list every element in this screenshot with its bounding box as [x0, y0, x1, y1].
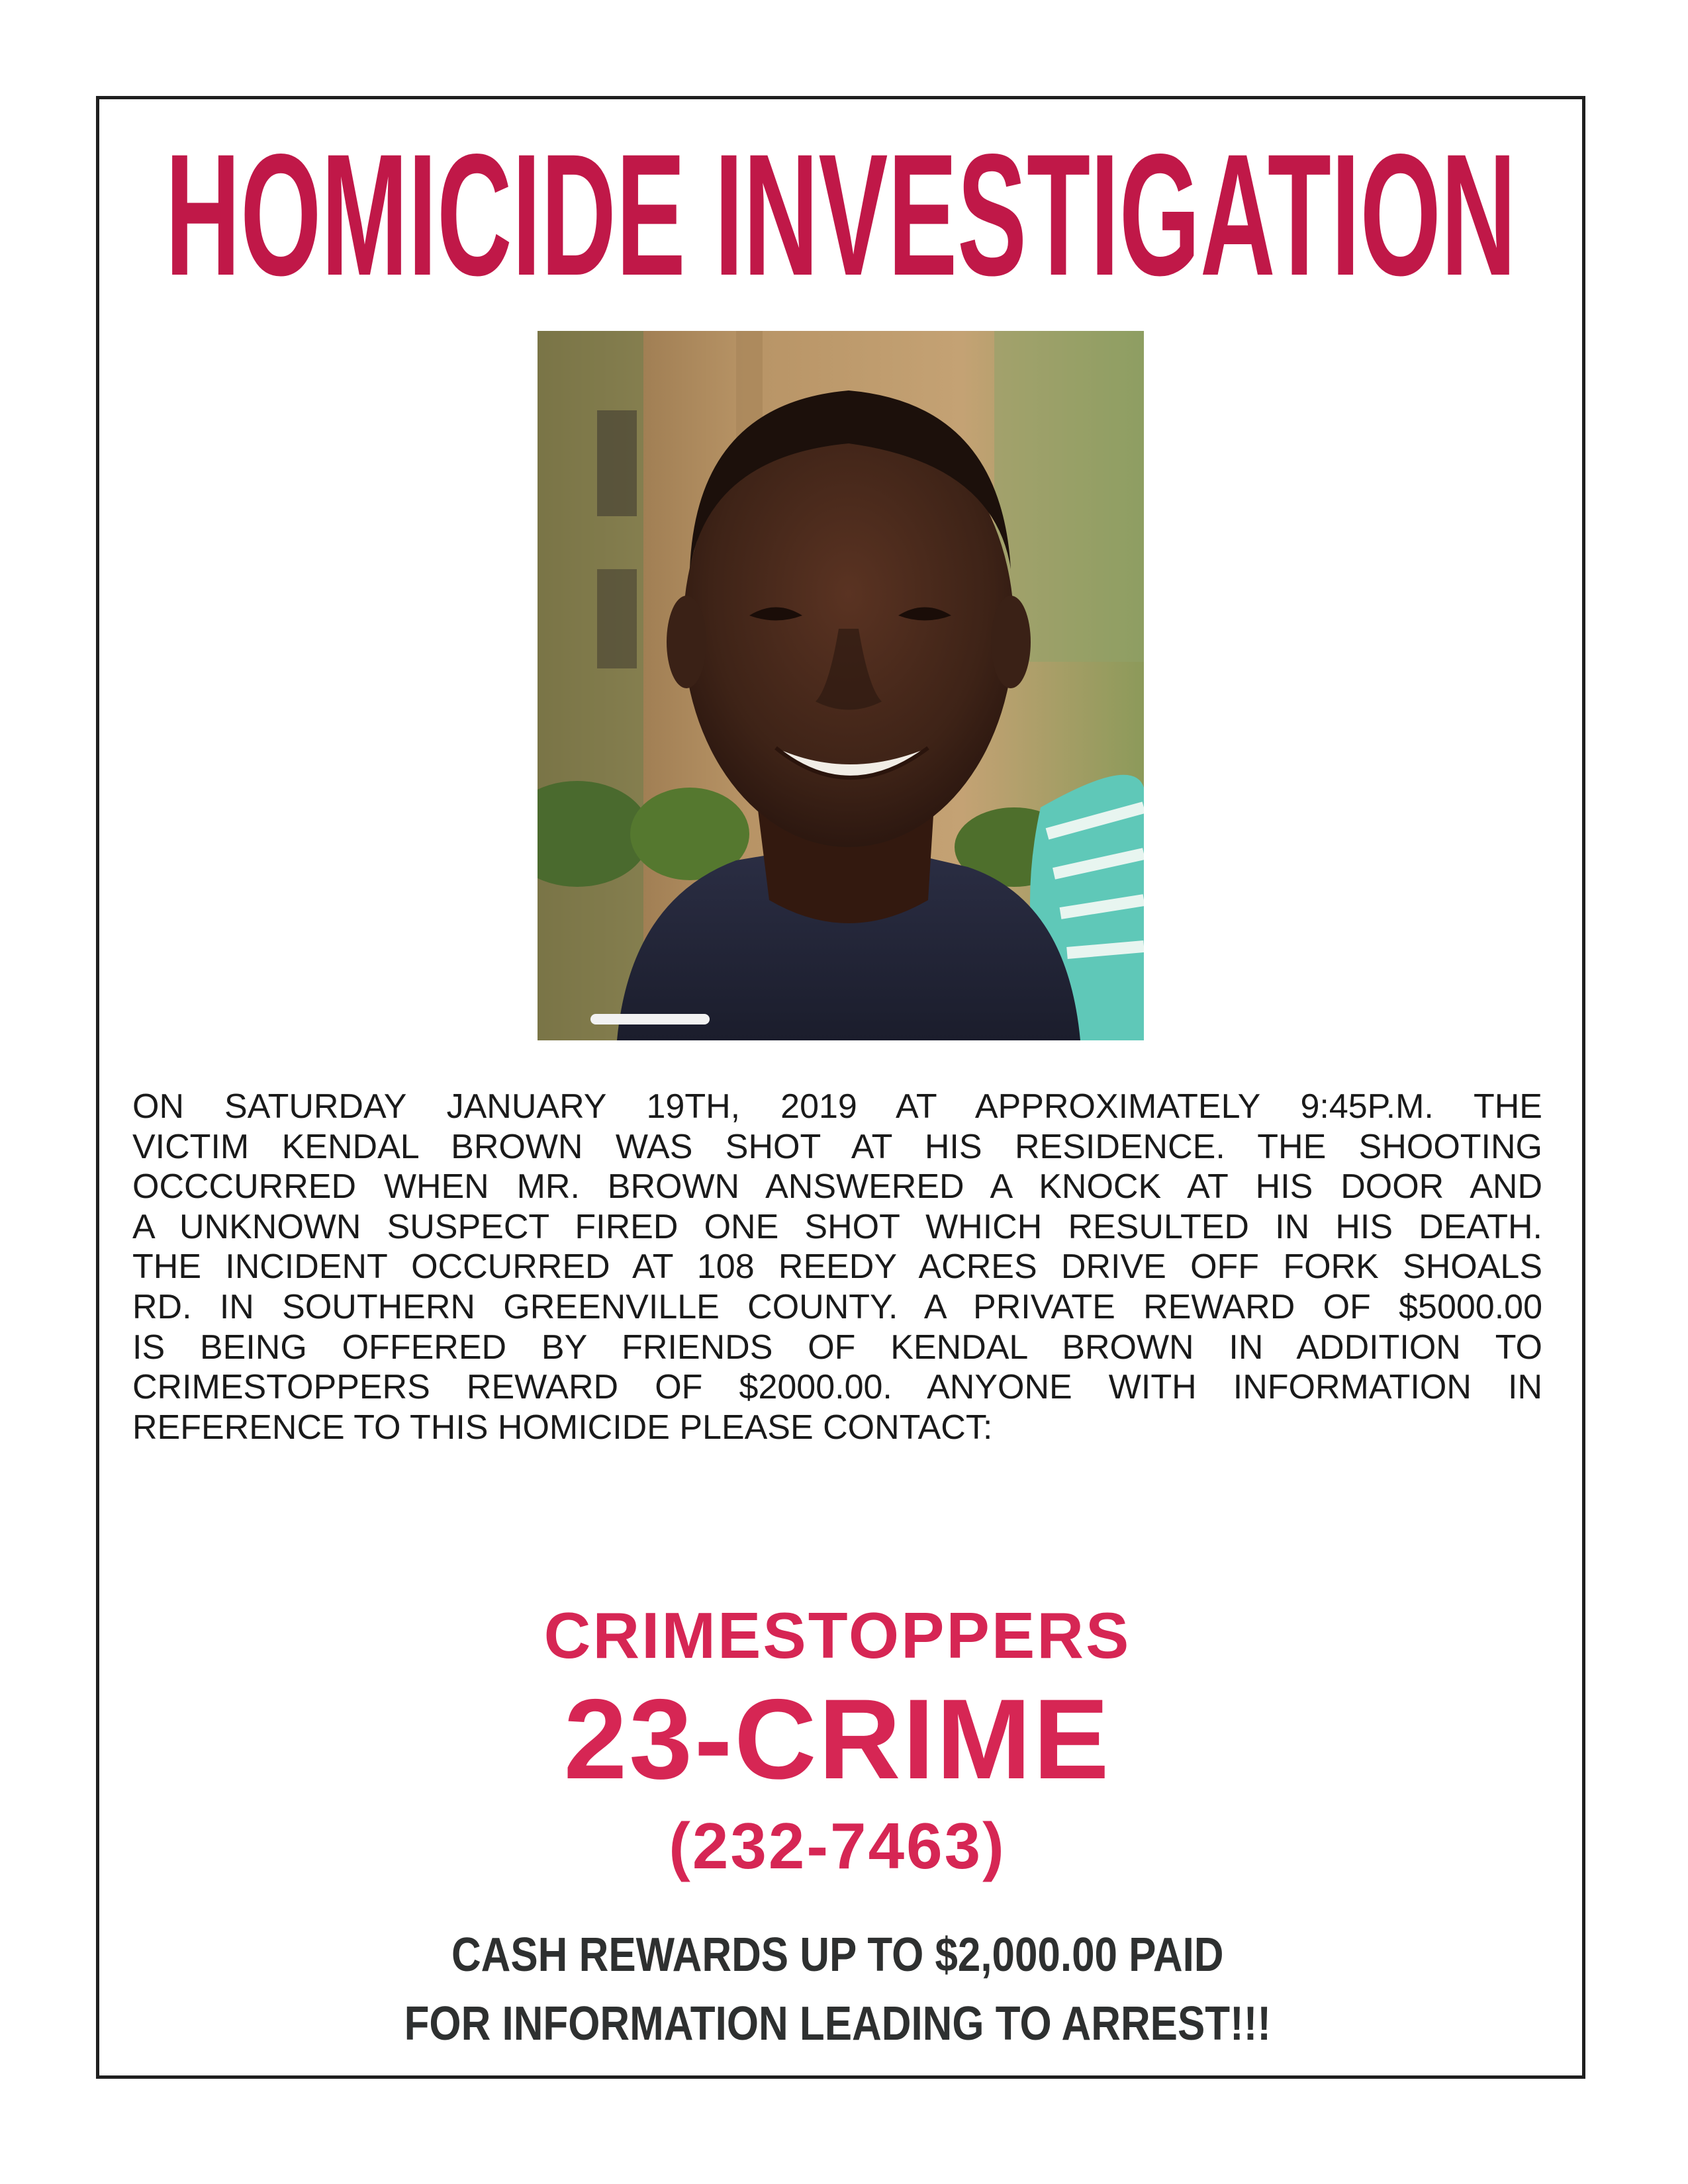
crimestoppers-name: CRIMESTOPPERS: [543, 1599, 1131, 1672]
reward-text: FOR INFORMATION LEADING TO ARREST!!!: [404, 1997, 1271, 2050]
description-line: A UNKNOWN SUSPECT FIRED ONE SHOT WHICH RESULTED IN HIS DEATH.: [132, 1207, 1542, 1246]
reward-line-1: [132, 1931, 1542, 1979]
description-line: OCCCURRED WHEN MR. BROWN ANSWERED A KNOCK AT HIS DOOR AND: [132, 1167, 1542, 1206]
description-line: VICTIM KENDAL BROWN WAS SHOT AT HIS RESIDENCE. THE SHOOTING: [132, 1127, 1542, 1166]
reward-text: CASH REWARDS UP TO $2,000.00 PAID: [451, 1929, 1224, 1981]
phone-number[interactable]: (232-7463): [669, 1809, 1006, 1882]
incident-description: [132, 1087, 1542, 1447]
victim-photo: [538, 331, 1144, 1040]
description-line: RD. IN SOUTHERN GREENVILLE COUNTY. A PRIVATE REWARD OF $5000.00: [132, 1287, 1542, 1326]
description-line: THE INCIDENT OCCURRED AT 108 REEDY ACRES DRIVE OFF FORK SHOALS: [132, 1248, 1542, 1287]
description-line: CRIMESTOPPERS REWARD OF $2000.00. ANYONE WITH INFORMATION IN: [132, 1368, 1542, 1407]
tipline-number[interactable]: 23-CRIME: [563, 1676, 1111, 1803]
description-line: REFERENCE TO THIS HOMICIDE PLEASE CONTACT:: [132, 1408, 993, 1447]
poster-headline: HOMICIDE INVESTIGATION: [165, 118, 1517, 312]
reward-line-2: [132, 1997, 1542, 2050]
description-line: ON SATURDAY JANUARY 19TH, 2019 AT APPROXIMATELY 9:45P.M. THE: [132, 1087, 1542, 1126]
description-line: IS BEING OFFERED BY FRIENDS OF KENDAL BROWN IN ADDITION TO: [132, 1328, 1542, 1367]
